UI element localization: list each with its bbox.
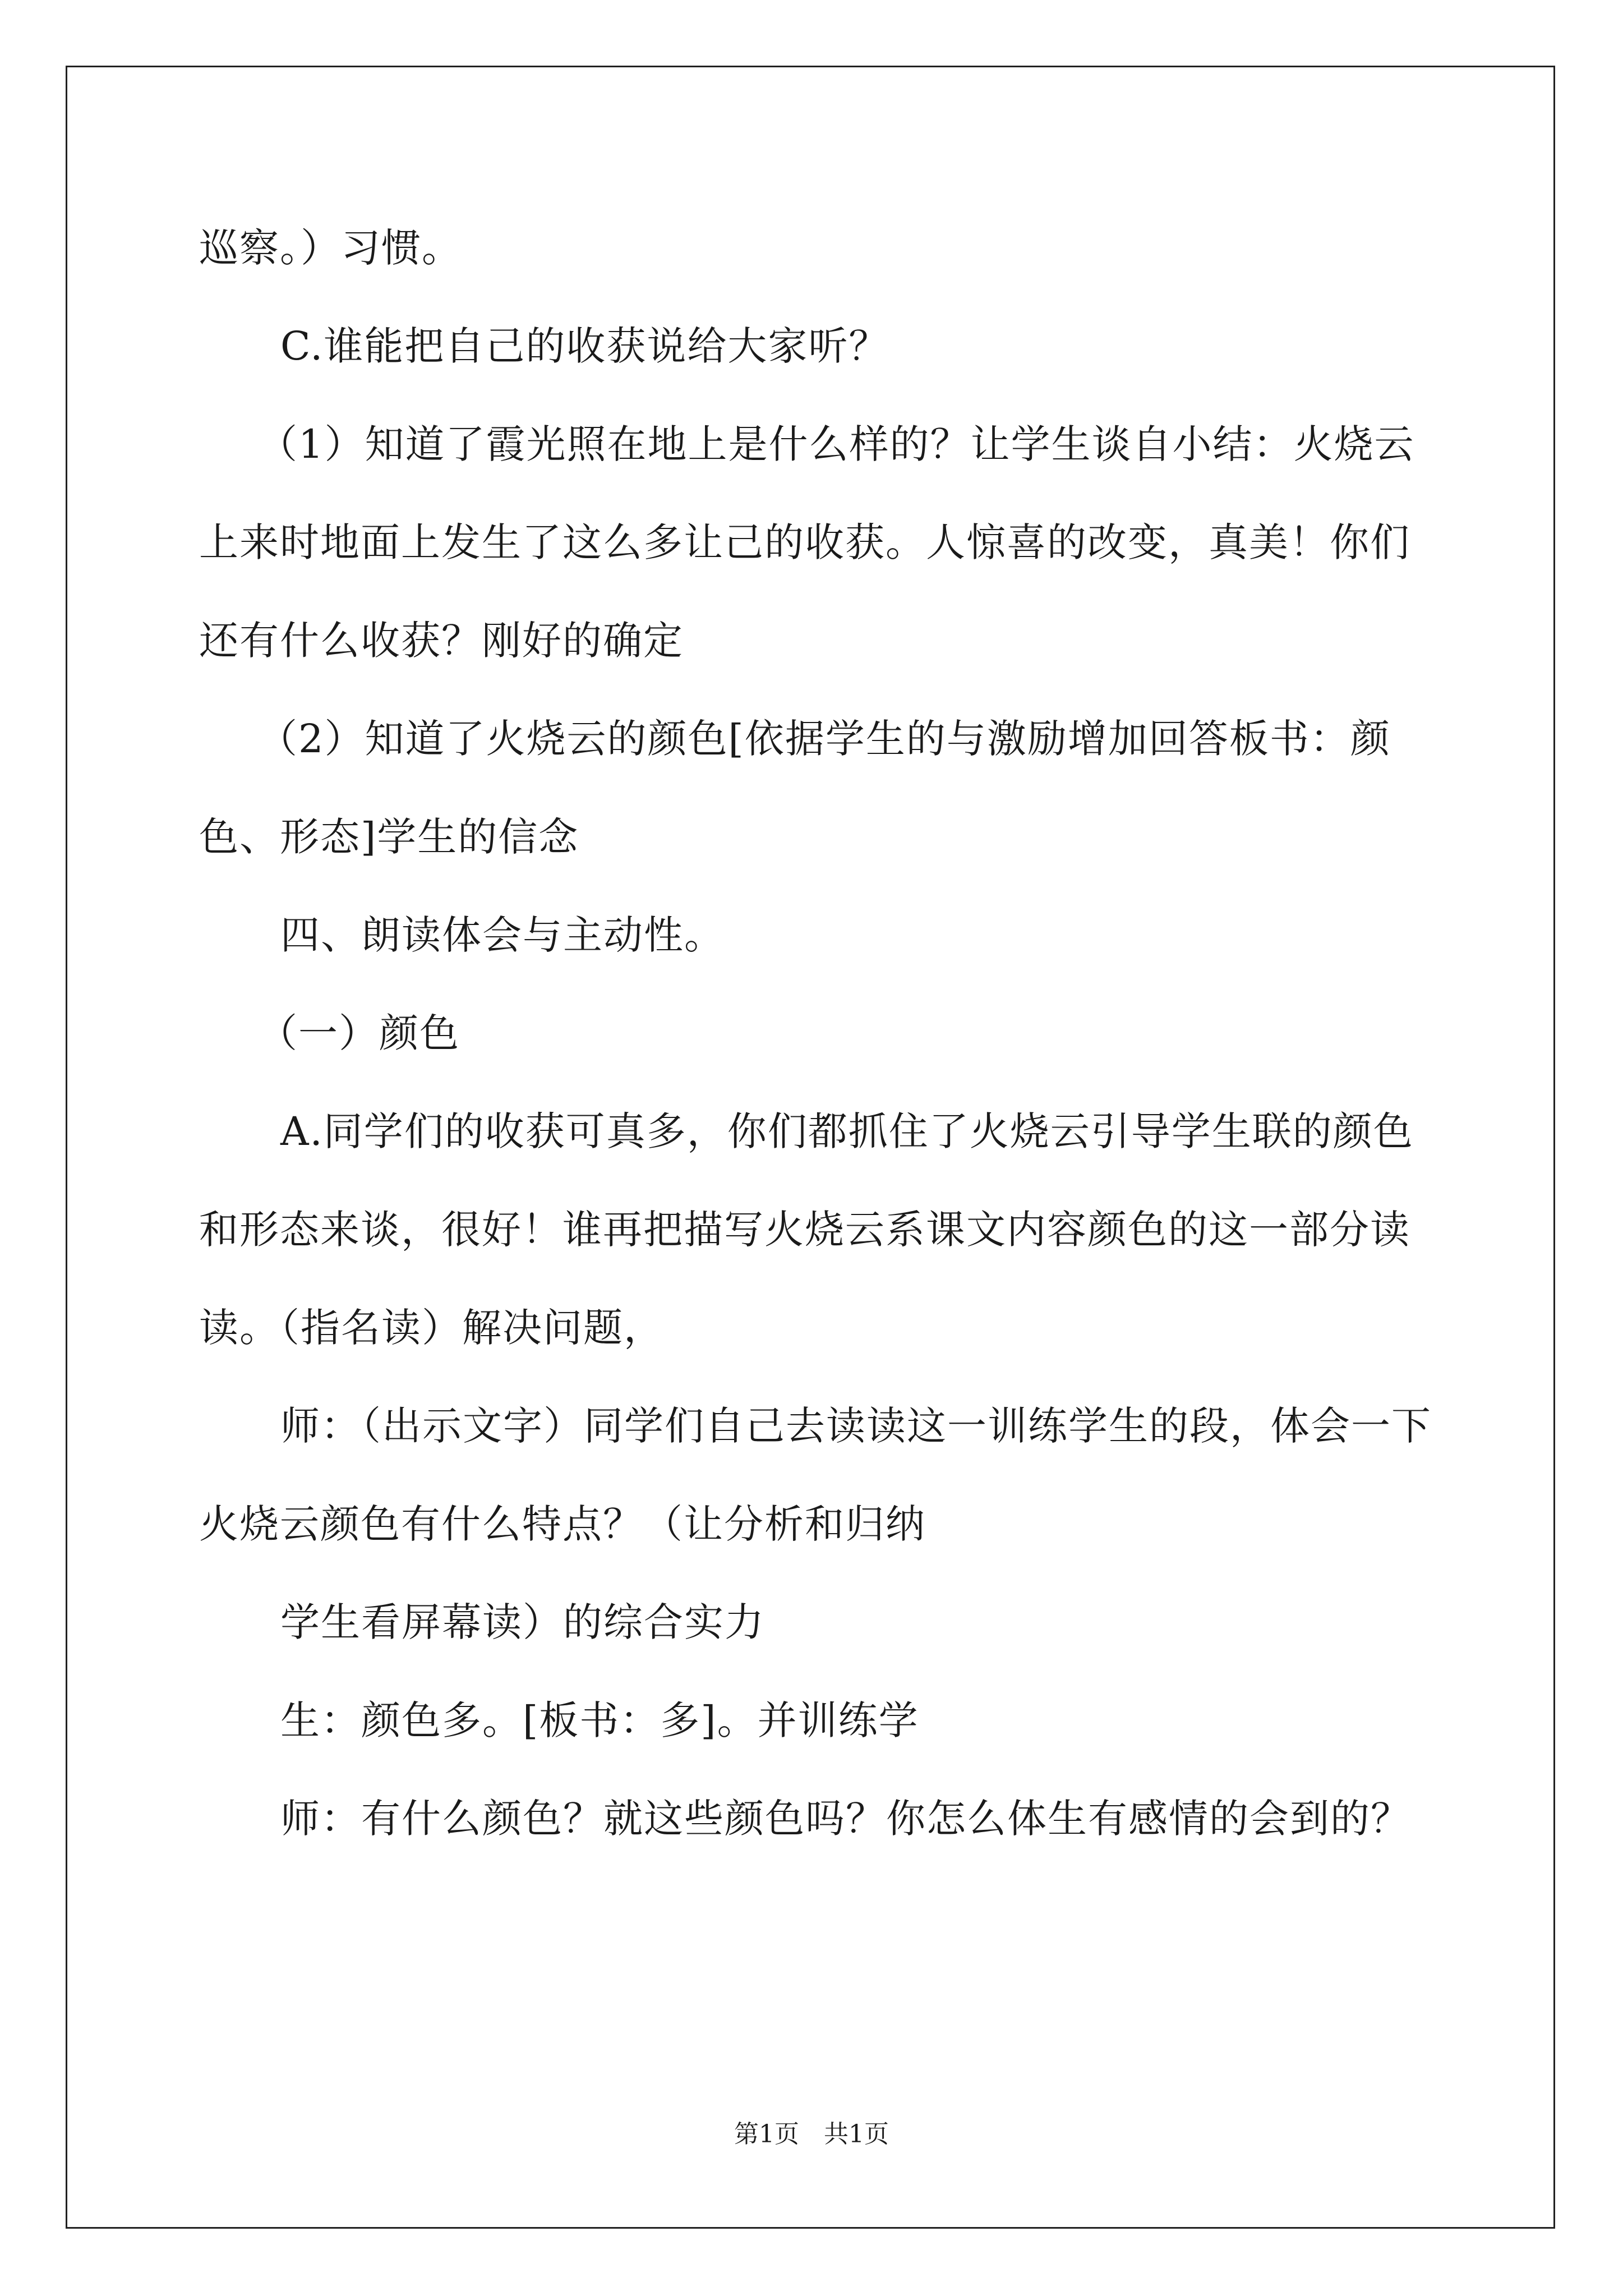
text-line-12: 读。（指名读）解决问题， bbox=[199, 1305, 664, 1351]
text-line-6: （2）知道了火烧云的颜色[依据学生的与激励增加回答板书：颜 bbox=[258, 716, 1391, 762]
subsection-heading: （一）颜色 bbox=[258, 1010, 460, 1056]
text-line-11: 和形态来谈，很好！谁再把描写火烧云系课文内容颜色的这一部分读 bbox=[199, 1207, 1410, 1253]
text-line-1: 巡察。）习惯。 bbox=[199, 225, 462, 271]
section-heading: 四、朗读体会与主动性。 bbox=[280, 912, 725, 958]
text-line-16: 生：颜色多。[板书：多]。并训练学 bbox=[280, 1697, 919, 1743]
text-line-17: 师：有什么颜色？就这些颜色吗？你怎么体生有感情的会到的？ bbox=[280, 1796, 1411, 1842]
text-line-13: 师：（出示文字）同学们自己去读读这一训练学生的段，体会一下 bbox=[280, 1403, 1432, 1449]
text-line-14: 火烧云颜色有什么特点？（让分析和归纳 bbox=[199, 1501, 926, 1547]
text-line-10: A.同学们的收获可真多，你们都抓住了火烧云引导学生联的颜色 bbox=[280, 1108, 1414, 1154]
text-line-4: 上来时地面上发生了这么多让己的收获。人惊喜的改变，真美！你们 bbox=[199, 519, 1410, 565]
page-number-footer: 第1页 共1页 bbox=[734, 2120, 889, 2148]
text-line-7: 色、形态]学生的信念 bbox=[199, 814, 579, 860]
text-line-5: 还有什么收获？刚好的确定 bbox=[199, 618, 684, 664]
text-line-3: （1）知道了霞光照在地上是什么样的？让学生谈自小结：火烧云 bbox=[258, 421, 1415, 467]
text-line-15: 学生看屏幕读）的综合实力 bbox=[280, 1599, 765, 1645]
text-line-2: C.谁能把自己的收获说给大家听？ bbox=[280, 323, 889, 369]
